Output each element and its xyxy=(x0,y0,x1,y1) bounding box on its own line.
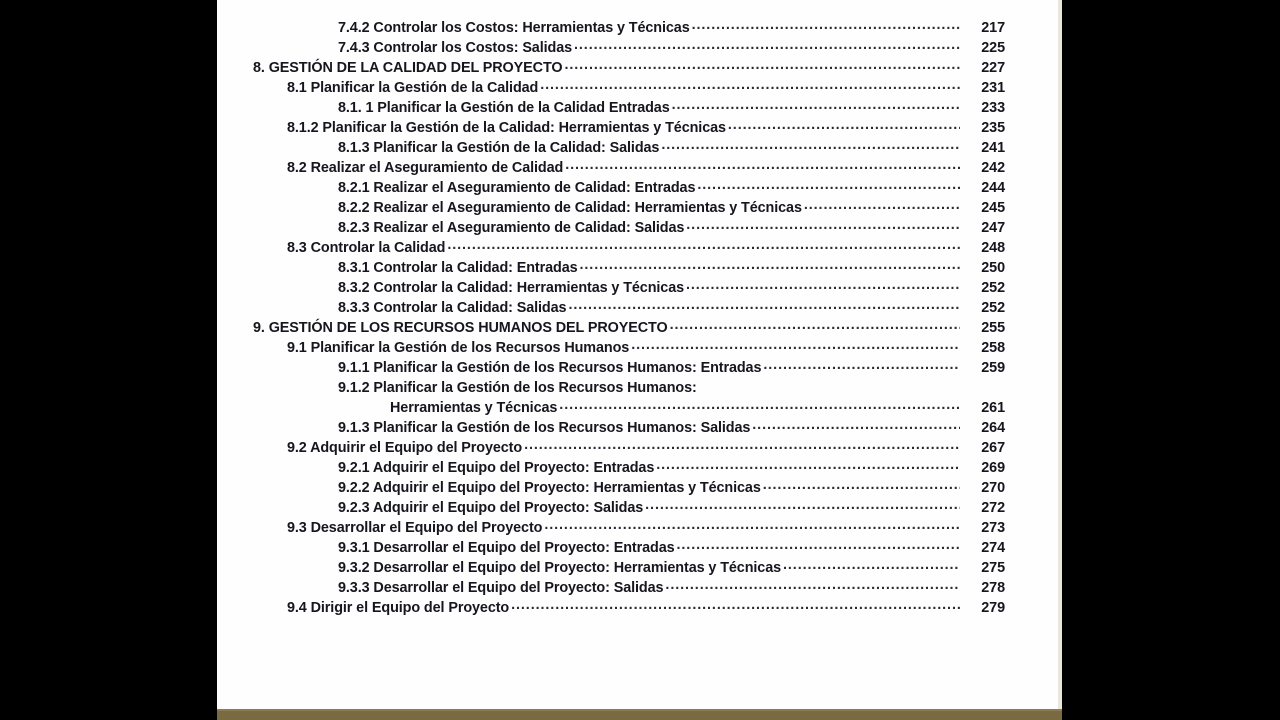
toc-entry[interactable] xyxy=(217,278,1062,298)
toc-page-number: 274 xyxy=(981,540,1005,556)
toc-entry[interactable] xyxy=(217,78,1062,98)
toc-leader-dots xyxy=(686,278,960,292)
toc-page-number: 241 xyxy=(981,140,1005,156)
toc-entry-title: 8.3.1 Controlar la Calidad: Entradas xyxy=(338,260,578,276)
toc-entry[interactable] xyxy=(217,398,1062,418)
toc-page-number: 258 xyxy=(981,340,1005,356)
toc-page-number: 272 xyxy=(981,500,1005,516)
toc-entry-title: 9.2 Adquirir el Equipo del Proyecto xyxy=(287,440,523,456)
toc-page-number: 259 xyxy=(981,360,1005,376)
toc-leader-dots xyxy=(645,498,960,512)
toc-entry-title: 9.1.1 Planificar la Gestión de los Recursos Humanos: Entradas xyxy=(338,360,762,376)
toc-leader-dots xyxy=(568,298,960,312)
toc-page-number: 264 xyxy=(981,420,1005,436)
toc-entry[interactable] xyxy=(217,178,1062,198)
toc-page-number: 247 xyxy=(981,220,1005,236)
toc-page-number: 231 xyxy=(981,80,1005,96)
table-of-contents xyxy=(217,18,1062,618)
toc-entry-title: 8.2.1 Realizar el Aseguramiento de Calidad: Entradas xyxy=(338,180,696,196)
toc-entry[interactable] xyxy=(217,458,1062,478)
toc-entry-title: 8.2.2 Realizar el Aseguramiento de Calidad: Herramientas y Técnicas xyxy=(338,200,802,216)
toc-leader-dots xyxy=(559,398,960,412)
toc-entry[interactable] xyxy=(217,218,1062,238)
toc-entry-title: 8.1.2 Planificar la Gestión de la Calidad: Herramientas y Técnicas xyxy=(287,120,726,136)
toc-entry-title: 8.1. 1 Planificar la Gestión de la Calidad Entradas xyxy=(338,100,670,116)
toc-leader-dots xyxy=(783,558,960,572)
toc-leader-dots xyxy=(540,78,960,92)
toc-page-number: 244 xyxy=(981,180,1005,196)
toc-page-number: 225 xyxy=(981,40,1005,56)
toc-leader-dots xyxy=(692,18,960,32)
toc-page-number: 270 xyxy=(981,480,1005,496)
toc-entry[interactable] xyxy=(217,538,1062,558)
toc-entry-title: 9.2.2 Adquirir el Equipo del Proyecto: Herramientas y Técnicas xyxy=(338,480,761,496)
toc-leader-dots xyxy=(686,218,960,232)
toc-leader-dots xyxy=(631,338,960,352)
toc-entry-title: 9.3.3 Desarrollar el Equipo del Proyecto: Salidas xyxy=(338,580,664,596)
toc-entry-title: 9.4 Dirigir el Equipo del Proyecto xyxy=(287,600,510,616)
toc-entry[interactable] xyxy=(217,58,1062,78)
toc-entry-title: 8.1.3 Planificar la Gestión de la Calidad: Salidas xyxy=(338,140,660,156)
toc-entry[interactable] xyxy=(217,298,1062,318)
toc-leader-dots xyxy=(564,58,960,72)
toc-leader-dots xyxy=(580,258,960,272)
toc-entry[interactable] xyxy=(217,338,1062,358)
toc-entry[interactable] xyxy=(217,438,1062,458)
toc-leader-dots xyxy=(697,178,960,192)
toc-entry-title: 9.2.3 Adquirir el Equipo del Proyecto: Salidas xyxy=(338,500,644,516)
toc-entry-title: 8.1 Planificar la Gestión de la Calidad xyxy=(287,80,539,96)
toc-leader-dots xyxy=(656,458,960,472)
toc-entry[interactable] xyxy=(217,38,1062,58)
toc-entry-title: 8.3.3 Controlar la Calidad: Salidas xyxy=(338,300,567,316)
book-cover-bar-highlight xyxy=(217,709,1062,711)
toc-page-number: 217 xyxy=(981,20,1005,36)
toc-leader-dots xyxy=(574,38,960,52)
book-page xyxy=(217,0,1062,709)
toc-leader-dots xyxy=(752,418,960,432)
toc-page-number: 255 xyxy=(981,320,1005,336)
toc-leader-dots xyxy=(672,98,960,112)
toc-entry-title: 8.3.2 Controlar la Calidad: Herramientas y Técnicas xyxy=(338,280,685,296)
toc-entry-title: 9.2.1 Adquirir el Equipo del Proyecto: Entradas xyxy=(338,460,655,476)
toc-entry[interactable] xyxy=(217,498,1062,518)
toc-entry-title: Herramientas y Técnicas xyxy=(390,400,558,416)
toc-page-number: 275 xyxy=(981,560,1005,576)
toc-leader-dots xyxy=(524,438,960,452)
toc-entry[interactable] xyxy=(217,378,1062,398)
toc-leader-dots xyxy=(699,378,960,392)
toc-entry[interactable] xyxy=(217,518,1062,538)
toc-page-number: 235 xyxy=(981,120,1005,136)
toc-leader-dots xyxy=(447,238,960,252)
toc-entry-title: 8. GESTIÓN DE LA CALIDAD DEL PROYECTO xyxy=(253,60,563,76)
toc-entry[interactable] xyxy=(217,478,1062,498)
toc-entry-title: 9. GESTIÓN DE LOS RECURSOS HUMANOS DEL PROYECTO xyxy=(253,320,668,336)
toc-leader-dots xyxy=(670,318,960,332)
toc-leader-dots xyxy=(661,138,960,152)
toc-leader-dots xyxy=(728,118,960,132)
toc-entry[interactable] xyxy=(217,118,1062,138)
toc-page-number: 279 xyxy=(981,600,1005,616)
toc-entry-title: 7.4.3 Controlar los Costos: Salidas xyxy=(338,40,573,56)
toc-entry-title: 8.2 Realizar el Aseguramiento de Calidad xyxy=(287,160,564,176)
toc-entry[interactable] xyxy=(217,138,1062,158)
toc-entry[interactable] xyxy=(217,258,1062,278)
toc-leader-dots xyxy=(677,538,961,552)
toc-entry[interactable] xyxy=(217,238,1062,258)
toc-entry[interactable] xyxy=(217,18,1062,38)
toc-page-number: 233 xyxy=(981,100,1005,116)
toc-page-number: 278 xyxy=(981,580,1005,596)
toc-page-number: 250 xyxy=(981,260,1005,276)
toc-entry-title: 9.1.2 Planificar la Gestión de los Recursos Humanos: xyxy=(338,380,697,396)
toc-leader-dots xyxy=(804,198,960,212)
toc-page-number: 242 xyxy=(981,160,1005,176)
toc-page-number: 273 xyxy=(981,520,1005,536)
toc-leader-dots xyxy=(665,578,960,592)
toc-entry[interactable] xyxy=(217,558,1062,578)
toc-entry[interactable] xyxy=(217,98,1062,118)
toc-page-number: 252 xyxy=(981,280,1005,296)
toc-page-number: 261 xyxy=(981,400,1005,416)
toc-page-number: 252 xyxy=(981,300,1005,316)
toc-entry[interactable] xyxy=(217,318,1062,338)
toc-page-number: 245 xyxy=(981,200,1005,216)
toc-entry[interactable] xyxy=(217,418,1062,438)
toc-entry[interactable] xyxy=(217,158,1062,178)
toc-page-number: 248 xyxy=(981,240,1005,256)
toc-entry-title: 9.3.1 Desarrollar el Equipo del Proyecto: Entradas xyxy=(338,540,675,556)
toc-entry[interactable] xyxy=(217,358,1062,378)
toc-leader-dots xyxy=(763,478,960,492)
toc-entry-title: 9.1 Planificar la Gestión de los Recursos Humanos xyxy=(287,340,630,356)
toc-entry-title: 8.2.3 Realizar el Aseguramiento de Calidad: Salidas xyxy=(338,220,685,236)
toc-page-number: 227 xyxy=(981,60,1005,76)
page-right-edge xyxy=(1058,0,1062,709)
toc-entry-title: 9.1.3 Planificar la Gestión de los Recursos Humanos: Salidas xyxy=(338,420,751,436)
toc-leader-dots xyxy=(763,358,960,372)
toc-leader-dots xyxy=(544,518,960,532)
toc-entry-title: 8.3 Controlar la Calidad xyxy=(287,240,446,256)
toc-page-number: 269 xyxy=(981,460,1005,476)
toc-entry[interactable] xyxy=(217,598,1062,618)
toc-entry-title: 7.4.2 Controlar los Costos: Herramientas y Técnicas xyxy=(338,20,690,36)
toc-page-number: 267 xyxy=(981,440,1005,456)
toc-entry-title: 9.3.2 Desarrollar el Equipo del Proyecto: Herramientas y Técnicas xyxy=(338,560,781,576)
toc-leader-dots xyxy=(511,598,960,612)
toc-leader-dots xyxy=(565,158,960,172)
toc-entry[interactable] xyxy=(217,578,1062,598)
toc-entry[interactable] xyxy=(217,198,1062,218)
toc-entry-title: 9.3 Desarrollar el Equipo del Proyecto xyxy=(287,520,543,536)
